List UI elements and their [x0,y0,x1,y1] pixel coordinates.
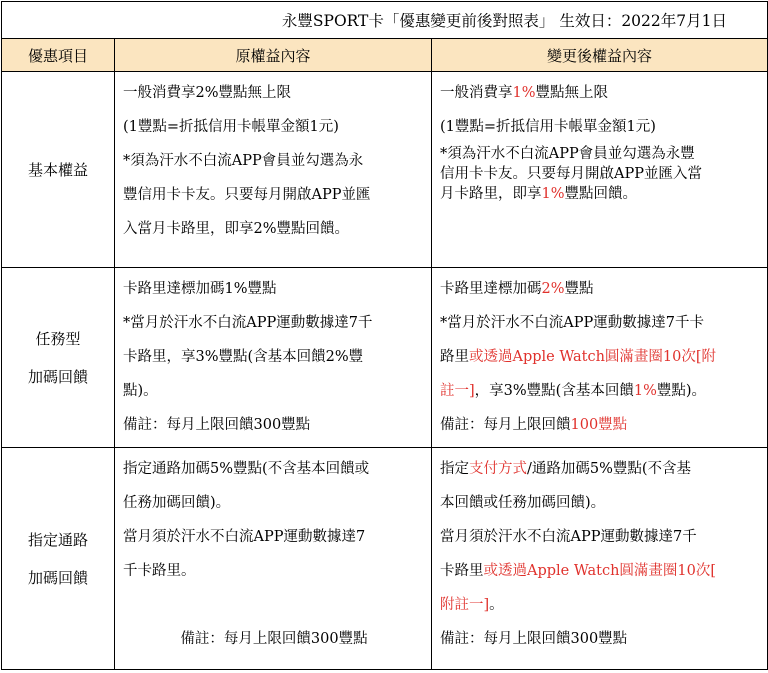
text-line [440,374,761,408]
text-line: 千卡路里。 [123,563,196,579]
text-line: 備註：每月上限回饋300豐點 [440,631,628,647]
text-segment: 卡路里達標加碼 [440,281,542,297]
header-original: 原權益內容 [115,39,432,72]
highlight-text: 1% [512,85,536,101]
text-line: 指定通路加碼5%豐點(不含基本回饋或 [123,461,370,477]
category-basic [2,72,115,268]
text-line: (1豐點=折抵信用卡帳單金額1元) [123,119,339,135]
category-task-label-1: 任務型 [35,329,81,348]
channel-original-cell [115,448,432,670]
category-channel-label-2: 加碼回饋 [27,568,88,587]
basic-changed-cell [432,72,768,268]
text-segment: 豐點 [564,281,594,297]
text-segment: 指定 [440,461,469,477]
highlight-text: 註一] [440,383,475,399]
text-line: 卡路里，享3%豐點(含基本回饋2%豐 [123,349,364,365]
text-line [440,340,761,374]
text-line: 備註：每月上限回饋300豐點 [180,631,368,647]
text-segment: 豐點無上限 [535,85,609,101]
task-original-cell [115,268,432,448]
text-line: *須為汗水不白流APP會員並勾選為永 [123,153,364,169]
category-channel [2,448,115,670]
text-segment: 豐點回饋。 [564,186,638,202]
text-line: 卡路里達標加碼1%豐點 [123,281,277,297]
text-line [440,588,761,622]
text-segment: 豐點)。 [656,383,707,399]
text-line [440,76,761,110]
text-line [440,184,761,204]
highlight-text: 1% [541,186,565,202]
text-line: 豐信用卡卡友。只要每月開啟APP並匯 [123,187,371,203]
header-row [2,39,768,72]
task-changed-cell [432,268,768,448]
highlight-text: 支付方式 [469,461,527,477]
text-line [440,408,761,442]
text-line: 當月須於汗水不白流APP運動數據達7千 [440,529,697,545]
text-line [440,554,761,588]
text-line [440,452,761,486]
text-segment: 一般消費享 [440,85,513,101]
highlight-text: 或透過Apple Watch圓滿畫圈10次[附 [469,349,717,365]
row-channel [2,448,768,670]
text-line: 本回饋或任務加碼回饋)。 [440,495,606,511]
text-line: 一般消費享2%豐點無上限 [123,85,292,101]
highlight-text: 100豐點 [570,417,628,433]
text-line: *當月於汗水不白流APP運動數據達7千 [123,315,373,331]
text-segment: /通路加碼5%豐點(不含基 [527,461,692,477]
channel-changed-cell [432,448,768,670]
header-category: 優惠項目 [2,39,115,72]
spacer [123,588,425,622]
text-segment: 月卡路里，即享 [440,186,542,202]
text-segment: 路里 [440,349,469,365]
row-task [2,268,768,448]
text-segment: 卡路里 [440,563,484,579]
title-row [2,2,768,39]
category-task-label-2: 加碼回饋 [27,367,88,386]
text-line: 當月須於汗水不白流APP運動數據達7 [123,529,366,545]
category-basic-label: 基本權益 [27,160,88,179]
header-changed: 變更後權益內容 [432,39,768,72]
text-line: *當月於汗水不白流APP運動數據達7千卡 [440,315,704,331]
category-channel-label-1: 指定通路 [27,530,88,549]
text-line: 備註：每月上限回饋300豐點 [123,417,311,433]
highlight-text: 1% [633,383,657,399]
category-task [2,268,115,448]
highlight-text: 或透過Apple Watch圓滿畫圈10次[ [483,563,717,579]
row-basic [2,72,768,268]
text-line: 入當月卡路里，即享2%豐點回饋。 [123,221,350,237]
text-line: 信用卡卡友。只要每月開啟APP並匯入當 [440,166,702,182]
comparison-table [1,1,768,670]
text-segment: ，享3%豐點(含基本回饋 [474,383,634,399]
text-segment: 。 [489,597,504,613]
text-segment: 備註：每月上限回饋 [440,417,571,433]
highlight-text: 2% [541,281,565,297]
basic-original-cell [115,72,432,268]
text-line: (1豐點=折抵信用卡帳單金額1元) [440,119,656,135]
text-line [440,272,761,306]
text-line: 點)。 [123,383,158,399]
text-line: *須為汗水不白流APP會員並勾選為永豐 [440,146,695,162]
highlight-text: 附註一] [440,597,490,613]
document-title: 永豐SPORT卡「優惠變更前後對照表」 生效日：2022年7月1日 [2,2,768,39]
text-line: 任務加碼回饋)。 [123,495,231,511]
